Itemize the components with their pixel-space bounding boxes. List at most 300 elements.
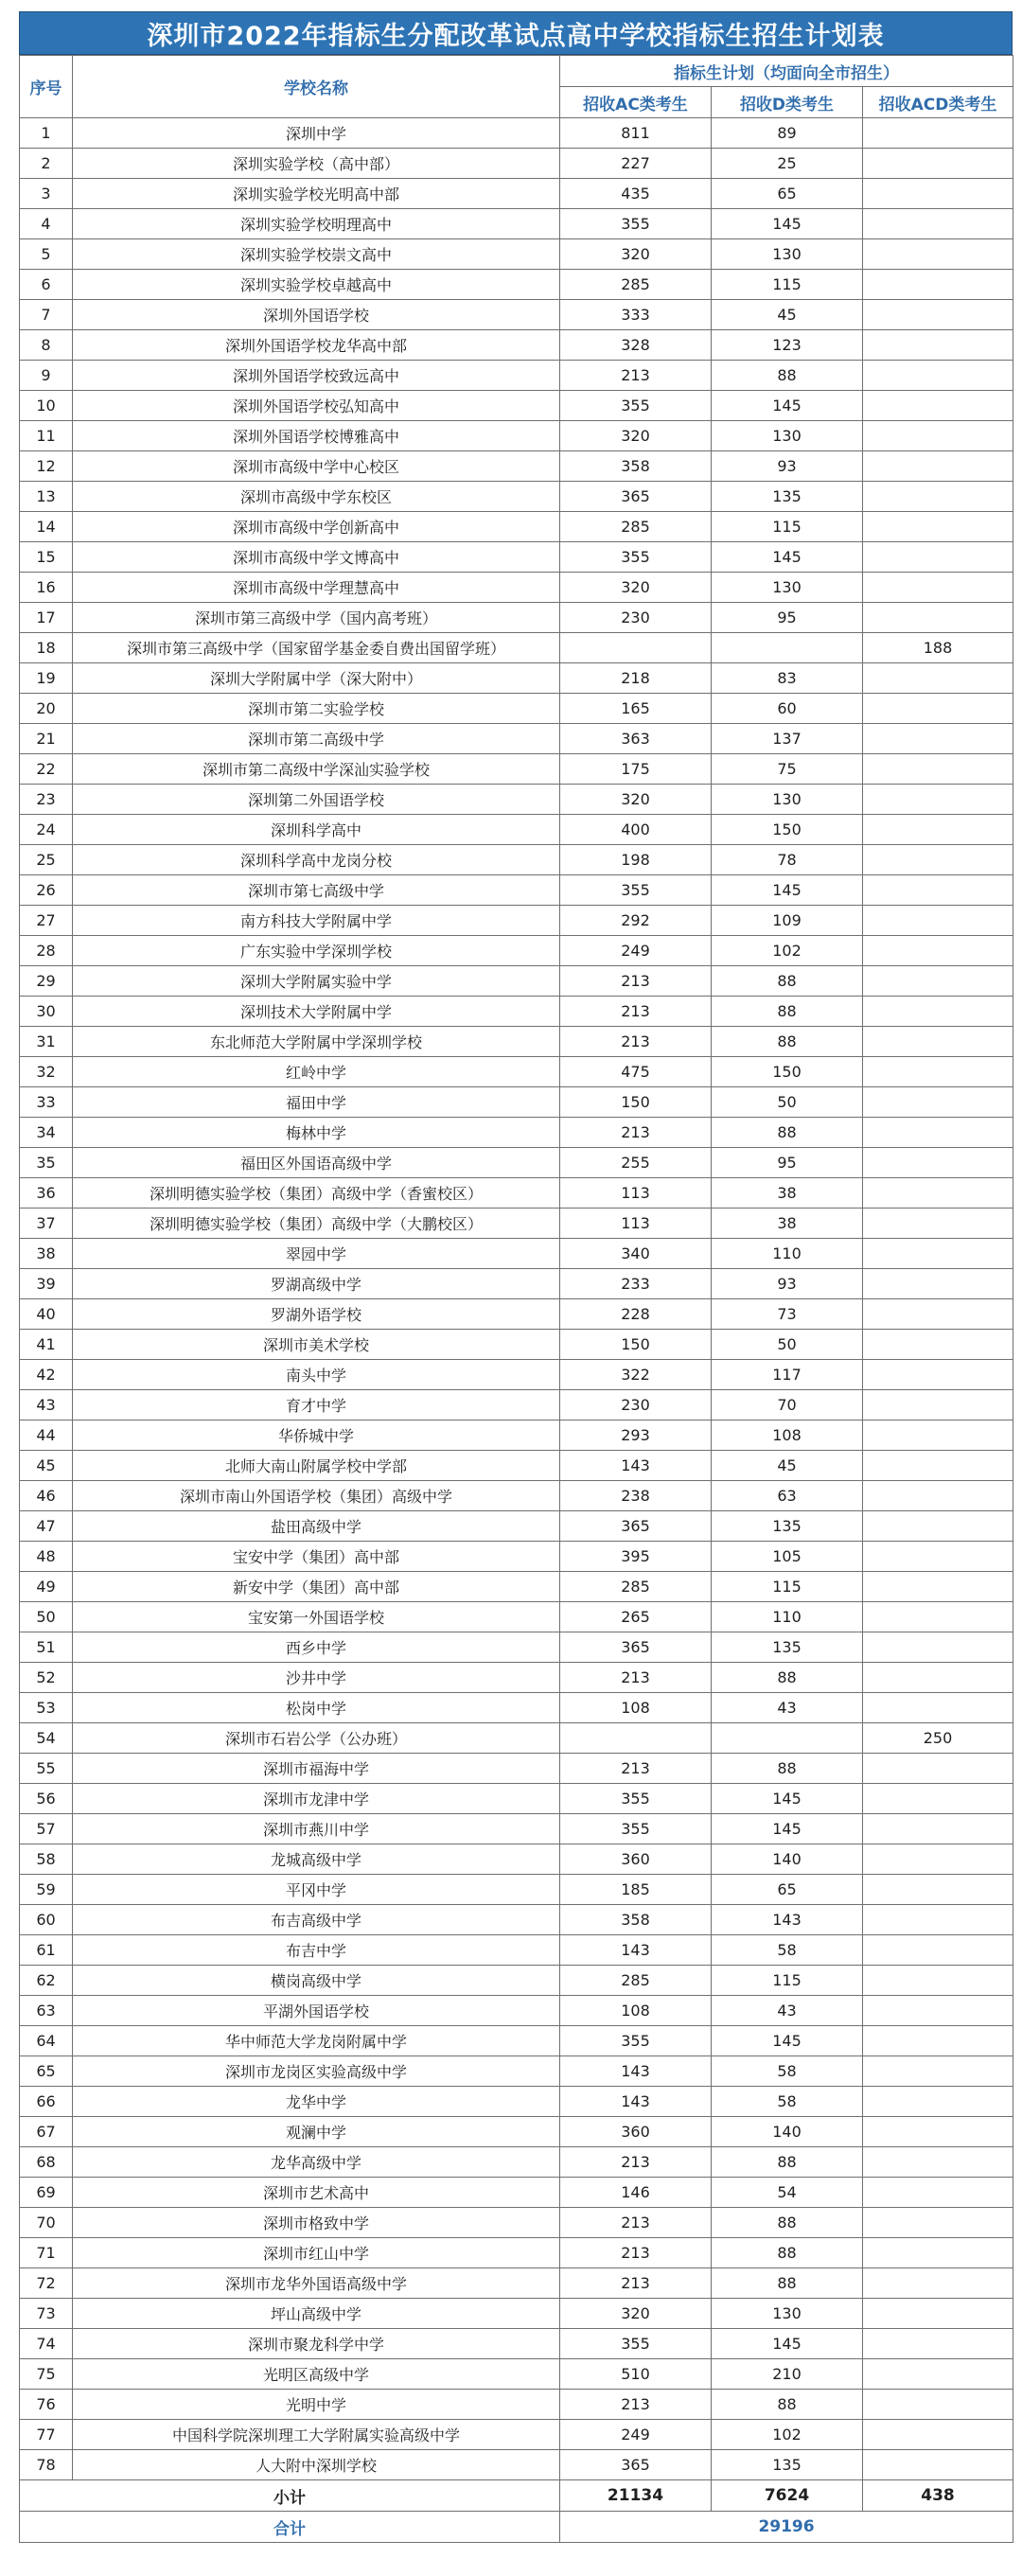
cell-d: 25 bbox=[712, 149, 863, 179]
cell-ac: 328 bbox=[560, 330, 712, 361]
cell-ac: 358 bbox=[560, 451, 712, 482]
cell-d: 54 bbox=[712, 2178, 863, 2208]
cell-index: 52 bbox=[20, 1663, 73, 1693]
cell-index: 5 bbox=[20, 239, 73, 270]
cell-index: 39 bbox=[20, 1269, 73, 1299]
cell-d: 115 bbox=[712, 1572, 863, 1602]
cell-d: 95 bbox=[712, 1148, 863, 1178]
cell-ac: 320 bbox=[560, 573, 712, 603]
cell-acd bbox=[863, 482, 1013, 512]
cell-school-name: 平冈中学 bbox=[73, 1875, 560, 1905]
header-acd: 招收ACD类考生 bbox=[863, 87, 1013, 118]
table-row bbox=[20, 1209, 1013, 1239]
cell-d: 145 bbox=[712, 542, 863, 573]
cell-school-name: 深圳技术大学附属中学 bbox=[73, 997, 560, 1027]
table-row bbox=[20, 2329, 1013, 2359]
cell-d: 88 bbox=[712, 1118, 863, 1148]
cell-d: 137 bbox=[712, 724, 863, 754]
table-row bbox=[20, 2087, 1013, 2117]
cell-acd bbox=[863, 2026, 1013, 2056]
cell-index: 23 bbox=[20, 785, 73, 815]
cell-d: 117 bbox=[712, 1360, 863, 1390]
cell-index: 24 bbox=[20, 815, 73, 845]
cell-index: 74 bbox=[20, 2329, 73, 2359]
table-row bbox=[20, 1754, 1013, 1784]
cell-ac: 213 bbox=[560, 2238, 712, 2268]
cell-acd bbox=[863, 270, 1013, 300]
table-row bbox=[20, 754, 1013, 785]
table-row bbox=[20, 512, 1013, 542]
cell-index: 76 bbox=[20, 2390, 73, 2420]
cell-acd bbox=[863, 1299, 1013, 1330]
table-row bbox=[20, 330, 1013, 361]
cell-index: 30 bbox=[20, 997, 73, 1027]
cell-d: 88 bbox=[712, 361, 863, 391]
cell-ac: 400 bbox=[560, 815, 712, 845]
table-row bbox=[20, 845, 1013, 875]
cell-d: 110 bbox=[712, 1602, 863, 1632]
cell-d: 78 bbox=[712, 845, 863, 875]
cell-d: 102 bbox=[712, 936, 863, 966]
cell-ac: 233 bbox=[560, 1269, 712, 1299]
cell-index: 37 bbox=[20, 1209, 73, 1239]
cell-index: 57 bbox=[20, 1814, 73, 1844]
cell-index: 48 bbox=[20, 1542, 73, 1572]
cell-ac: 320 bbox=[560, 2299, 712, 2329]
table-row bbox=[20, 1784, 1013, 1814]
cell-d: 88 bbox=[712, 2238, 863, 2268]
table-row bbox=[20, 1087, 1013, 1118]
cell-school-name: 深圳外国语学校致远高中 bbox=[73, 361, 560, 391]
cell-index: 8 bbox=[20, 330, 73, 361]
cell-ac: 230 bbox=[560, 603, 712, 633]
cell-school-name: 深圳市第二高级中学 bbox=[73, 724, 560, 754]
cell-d: 65 bbox=[712, 1875, 863, 1905]
cell-school-name: 深圳第二外国语学校 bbox=[73, 785, 560, 815]
cell-acd: 188 bbox=[863, 633, 1013, 663]
table-row bbox=[20, 1693, 1013, 1723]
table-row bbox=[20, 1602, 1013, 1632]
table-row bbox=[20, 179, 1013, 209]
cell-d: 145 bbox=[712, 209, 863, 239]
cell-ac: 365 bbox=[560, 1632, 712, 1663]
cell-acd: 250 bbox=[863, 1723, 1013, 1754]
cell-acd bbox=[863, 1632, 1013, 1663]
cell-school-name: 深圳科学高中 bbox=[73, 815, 560, 845]
cell-d: 88 bbox=[712, 1027, 863, 1057]
cell-acd bbox=[863, 451, 1013, 482]
cell-school-name: 深圳市美术学校 bbox=[73, 1330, 560, 1360]
cell-index: 69 bbox=[20, 2178, 73, 2208]
cell-school-name: 深圳市高级中学中心校区 bbox=[73, 451, 560, 482]
cell-acd bbox=[863, 2420, 1013, 2450]
cell-school-name: 平湖外国语学校 bbox=[73, 1996, 560, 2026]
cell-ac: 365 bbox=[560, 1511, 712, 1542]
cell-acd bbox=[863, 118, 1013, 149]
cell-ac: 355 bbox=[560, 542, 712, 573]
cell-ac: 355 bbox=[560, 875, 712, 906]
cell-index: 42 bbox=[20, 1360, 73, 1390]
cell-index: 73 bbox=[20, 2299, 73, 2329]
cell-d: 43 bbox=[712, 1693, 863, 1723]
cell-d: 58 bbox=[712, 1935, 863, 1966]
cell-index: 35 bbox=[20, 1148, 73, 1178]
cell-school-name: 深圳实验学校明理高中 bbox=[73, 209, 560, 239]
table-row bbox=[20, 815, 1013, 845]
cell-acd bbox=[863, 209, 1013, 239]
cell-school-name: 东北师范大学附属中学深圳学校 bbox=[73, 1027, 560, 1057]
cell-school-name: 广东实验中学深圳学校 bbox=[73, 936, 560, 966]
cell-school-name: 宝安中学（集团）高中部 bbox=[73, 1542, 560, 1572]
cell-ac: 249 bbox=[560, 2420, 712, 2450]
cell-index: 75 bbox=[20, 2359, 73, 2390]
cell-acd bbox=[863, 694, 1013, 724]
cell-d: 108 bbox=[712, 1420, 863, 1451]
table-row bbox=[20, 1360, 1013, 1390]
cell-ac: 285 bbox=[560, 1572, 712, 1602]
cell-ac: 360 bbox=[560, 1844, 712, 1875]
cell-ac: 213 bbox=[560, 2268, 712, 2299]
cell-school-name: 深圳中学 bbox=[73, 118, 560, 149]
cell-ac: 320 bbox=[560, 239, 712, 270]
cell-index: 25 bbox=[20, 845, 73, 875]
table-row bbox=[20, 1632, 1013, 1663]
table-row bbox=[20, 1027, 1013, 1057]
cell-index: 43 bbox=[20, 1390, 73, 1420]
table-row bbox=[20, 2450, 1013, 2480]
cell-d: 145 bbox=[712, 1784, 863, 1814]
cell-ac: 238 bbox=[560, 1481, 712, 1511]
table-row bbox=[20, 1996, 1013, 2026]
cell-ac: 143 bbox=[560, 1451, 712, 1481]
cell-d: 50 bbox=[712, 1087, 863, 1118]
cell-index: 46 bbox=[20, 1481, 73, 1511]
cell-index: 66 bbox=[20, 2087, 73, 2117]
cell-index: 60 bbox=[20, 1905, 73, 1935]
cell-acd bbox=[863, 1602, 1013, 1632]
cell-acd bbox=[863, 239, 1013, 270]
header-d: 招收D类考生 bbox=[712, 87, 863, 118]
table-row bbox=[20, 1390, 1013, 1420]
cell-acd bbox=[863, 1875, 1013, 1905]
cell-ac: 435 bbox=[560, 179, 712, 209]
table-row bbox=[20, 1663, 1013, 1693]
cell-acd bbox=[863, 1148, 1013, 1178]
cell-index: 14 bbox=[20, 512, 73, 542]
table-row bbox=[20, 1178, 1013, 1209]
cell-school-name: 深圳市福海中学 bbox=[73, 1754, 560, 1784]
cell-school-name: 深圳外国语学校弘知高中 bbox=[73, 391, 560, 421]
table-row bbox=[20, 603, 1013, 633]
table-row bbox=[20, 1905, 1013, 1935]
cell-acd bbox=[863, 2329, 1013, 2359]
cell-school-name: 深圳外国语学校龙华高中部 bbox=[73, 330, 560, 361]
cell-d: 130 bbox=[712, 2299, 863, 2329]
cell-index: 64 bbox=[20, 2026, 73, 2056]
cell-d: 93 bbox=[712, 1269, 863, 1299]
cell-index: 6 bbox=[20, 270, 73, 300]
cell-school-name: 深圳外国语学校博雅高中 bbox=[73, 421, 560, 451]
cell-acd bbox=[863, 1844, 1013, 1875]
cell-acd bbox=[863, 1087, 1013, 1118]
cell-acd bbox=[863, 2238, 1013, 2268]
cell-d: 115 bbox=[712, 512, 863, 542]
table-row bbox=[20, 1966, 1013, 1996]
cell-index: 55 bbox=[20, 1754, 73, 1784]
header-index: 序号 bbox=[20, 56, 73, 118]
cell-acd bbox=[863, 1390, 1013, 1420]
cell-ac: 108 bbox=[560, 1693, 712, 1723]
cell-acd bbox=[863, 542, 1013, 573]
cell-d: 105 bbox=[712, 1542, 863, 1572]
cell-school-name: 中国科学院深圳理工大学附属实验高级中学 bbox=[73, 2420, 560, 2450]
cell-school-name: 福田区外国语高级中学 bbox=[73, 1148, 560, 1178]
table-row bbox=[20, 1875, 1013, 1905]
cell-index: 63 bbox=[20, 1996, 73, 2026]
cell-school-name: 红岭中学 bbox=[73, 1057, 560, 1087]
cell-school-name: 宝安第一外国语学校 bbox=[73, 1602, 560, 1632]
cell-school-name: 布吉中学 bbox=[73, 1935, 560, 1966]
table-row bbox=[20, 785, 1013, 815]
cell-ac: 213 bbox=[560, 2208, 712, 2238]
cell-ac: 213 bbox=[560, 2390, 712, 2420]
cell-ac: 213 bbox=[560, 1754, 712, 1784]
cell-ac: 150 bbox=[560, 1087, 712, 1118]
cell-d: 38 bbox=[712, 1209, 863, 1239]
cell-school-name: 深圳市第三高级中学（国内高考班） bbox=[73, 603, 560, 633]
table-row bbox=[20, 1481, 1013, 1511]
table-row bbox=[20, 633, 1013, 663]
table-row bbox=[20, 1239, 1013, 1269]
cell-school-name: 育才中学 bbox=[73, 1390, 560, 1420]
subtotal-ac: 21134 bbox=[560, 2480, 712, 2512]
cell-acd bbox=[863, 1905, 1013, 1935]
cell-d: 115 bbox=[712, 270, 863, 300]
cell-ac: 228 bbox=[560, 1299, 712, 1330]
cell-ac: 510 bbox=[560, 2359, 712, 2390]
table-row bbox=[20, 663, 1013, 694]
cell-ac: 285 bbox=[560, 1966, 712, 1996]
cell-acd bbox=[863, 966, 1013, 997]
table-row bbox=[20, 300, 1013, 330]
cell-ac: 230 bbox=[560, 1390, 712, 1420]
cell-d: 210 bbox=[712, 2359, 863, 2390]
cell-ac: 358 bbox=[560, 1905, 712, 1935]
cell-index: 3 bbox=[20, 179, 73, 209]
table-row bbox=[20, 421, 1013, 451]
cell-acd bbox=[863, 1966, 1013, 1996]
cell-school-name: 深圳市第二高级中学深汕实验学校 bbox=[73, 754, 560, 785]
cell-d: 58 bbox=[712, 2087, 863, 2117]
cell-index: 1 bbox=[20, 118, 73, 149]
cell-ac: 113 bbox=[560, 1178, 712, 1209]
cell-d: 88 bbox=[712, 2208, 863, 2238]
cell-index: 12 bbox=[20, 451, 73, 482]
subtotal-row bbox=[20, 2480, 1013, 2512]
cell-ac: 333 bbox=[560, 300, 712, 330]
cell-d: 65 bbox=[712, 179, 863, 209]
cell-index: 4 bbox=[20, 209, 73, 239]
cell-acd bbox=[863, 1542, 1013, 1572]
cell-acd bbox=[863, 724, 1013, 754]
cell-school-name: 深圳市龙津中学 bbox=[73, 1784, 560, 1814]
cell-school-name: 光明中学 bbox=[73, 2390, 560, 2420]
table-row bbox=[20, 2147, 1013, 2178]
cell-index: 27 bbox=[20, 906, 73, 936]
cell-ac: 355 bbox=[560, 1814, 712, 1844]
table-row bbox=[20, 1511, 1013, 1542]
cell-ac: 265 bbox=[560, 1602, 712, 1632]
cell-d: 60 bbox=[712, 694, 863, 724]
cell-school-name: 华中师范大学龙岗附属中学 bbox=[73, 2026, 560, 2056]
cell-ac: 146 bbox=[560, 2178, 712, 2208]
cell-acd bbox=[863, 2299, 1013, 2329]
cell-d: 145 bbox=[712, 2026, 863, 2056]
cell-ac: 143 bbox=[560, 2087, 712, 2117]
table-row bbox=[20, 361, 1013, 391]
cell-school-name: 深圳大学附属中学（深大附中） bbox=[73, 663, 560, 694]
cell-acd bbox=[863, 512, 1013, 542]
cell-index: 65 bbox=[20, 2056, 73, 2087]
plan-sheet bbox=[19, 11, 1013, 2543]
cell-ac: 285 bbox=[560, 512, 712, 542]
cell-ac: 355 bbox=[560, 391, 712, 421]
cell-ac: 143 bbox=[560, 2056, 712, 2087]
cell-d: 145 bbox=[712, 391, 863, 421]
table-row bbox=[20, 2238, 1013, 2268]
cell-school-name: 横岗高级中学 bbox=[73, 1966, 560, 1996]
cell-school-name: 翠园中学 bbox=[73, 1239, 560, 1269]
cell-school-name: 龙华中学 bbox=[73, 2087, 560, 2117]
plan-table bbox=[19, 55, 1013, 2543]
table-row bbox=[20, 997, 1013, 1027]
cell-index: 78 bbox=[20, 2450, 73, 2480]
cell-index: 67 bbox=[20, 2117, 73, 2147]
cell-index: 31 bbox=[20, 1027, 73, 1057]
cell-index: 50 bbox=[20, 1602, 73, 1632]
cell-index: 7 bbox=[20, 300, 73, 330]
cell-acd bbox=[863, 1481, 1013, 1511]
cell-index: 51 bbox=[20, 1632, 73, 1663]
cell-acd bbox=[863, 2450, 1013, 2480]
cell-ac: 363 bbox=[560, 724, 712, 754]
cell-d: 110 bbox=[712, 1239, 863, 1269]
table-row bbox=[20, 118, 1013, 149]
cell-acd bbox=[863, 663, 1013, 694]
cell-school-name: 深圳实验学校光明高中部 bbox=[73, 179, 560, 209]
cell-index: 56 bbox=[20, 1784, 73, 1814]
cell-index: 58 bbox=[20, 1844, 73, 1875]
subtotal-d: 7624 bbox=[712, 2480, 863, 2512]
cell-acd bbox=[863, 1572, 1013, 1602]
cell-index: 19 bbox=[20, 663, 73, 694]
cell-ac: 213 bbox=[560, 1027, 712, 1057]
cell-school-name: 深圳市高级中学创新高中 bbox=[73, 512, 560, 542]
table-row bbox=[20, 694, 1013, 724]
cell-d: 140 bbox=[712, 1844, 863, 1875]
cell-school-name: 深圳市燕川中学 bbox=[73, 1814, 560, 1844]
cell-d: 88 bbox=[712, 966, 863, 997]
cell-d: 150 bbox=[712, 1057, 863, 1087]
cell-school-name: 布吉高级中学 bbox=[73, 1905, 560, 1935]
table-row bbox=[20, 149, 1013, 179]
table-row bbox=[20, 239, 1013, 270]
table-row bbox=[20, 906, 1013, 936]
cell-index: 13 bbox=[20, 482, 73, 512]
cell-index: 16 bbox=[20, 573, 73, 603]
header-school: 学校名称 bbox=[73, 56, 560, 118]
table-row bbox=[20, 2208, 1013, 2238]
cell-ac: 213 bbox=[560, 361, 712, 391]
subtotal-acd: 438 bbox=[863, 2480, 1013, 2512]
cell-d: 130 bbox=[712, 421, 863, 451]
cell-ac: 360 bbox=[560, 2117, 712, 2147]
cell-index: 47 bbox=[20, 1511, 73, 1542]
cell-ac: 213 bbox=[560, 1118, 712, 1148]
cell-index: 77 bbox=[20, 2420, 73, 2450]
cell-school-name: 南头中学 bbox=[73, 1360, 560, 1390]
cell-ac: 249 bbox=[560, 936, 712, 966]
table-row bbox=[20, 875, 1013, 906]
cell-index: 29 bbox=[20, 966, 73, 997]
cell-index: 62 bbox=[20, 1966, 73, 1996]
table-row bbox=[20, 2056, 1013, 2087]
cell-school-name: 西乡中学 bbox=[73, 1632, 560, 1663]
table-row bbox=[20, 966, 1013, 997]
cell-index: 11 bbox=[20, 421, 73, 451]
cell-ac: 227 bbox=[560, 149, 712, 179]
table-row bbox=[20, 391, 1013, 421]
cell-d: 115 bbox=[712, 1966, 863, 1996]
cell-acd bbox=[863, 1511, 1013, 1542]
cell-d: 58 bbox=[712, 2056, 863, 2087]
cell-school-name: 深圳市高级中学理慧高中 bbox=[73, 573, 560, 603]
cell-school-name: 深圳外国语学校 bbox=[73, 300, 560, 330]
cell-acd bbox=[863, 1360, 1013, 1390]
cell-acd bbox=[863, 1451, 1013, 1481]
cell-ac: 213 bbox=[560, 966, 712, 997]
cell-d: 135 bbox=[712, 1511, 863, 1542]
table-row bbox=[20, 936, 1013, 966]
cell-acd bbox=[863, 1027, 1013, 1057]
subtotal-label: 小计 bbox=[20, 2480, 560, 2512]
cell-acd bbox=[863, 1663, 1013, 1693]
cell-school-name: 龙城高级中学 bbox=[73, 1844, 560, 1875]
cell-acd bbox=[863, 2208, 1013, 2238]
table-row bbox=[20, 1420, 1013, 1451]
cell-school-name: 深圳市高级中学东校区 bbox=[73, 482, 560, 512]
cell-school-name: 深圳市聚龙科学中学 bbox=[73, 2329, 560, 2359]
cell-ac bbox=[560, 633, 712, 663]
cell-index: 10 bbox=[20, 391, 73, 421]
cell-ac: 213 bbox=[560, 1663, 712, 1693]
cell-d: 135 bbox=[712, 482, 863, 512]
cell-index: 17 bbox=[20, 603, 73, 633]
cell-index: 70 bbox=[20, 2208, 73, 2238]
cell-acd bbox=[863, 603, 1013, 633]
cell-index: 22 bbox=[20, 754, 73, 785]
cell-ac: 255 bbox=[560, 1148, 712, 1178]
table-row bbox=[20, 1057, 1013, 1087]
cell-ac: 320 bbox=[560, 421, 712, 451]
cell-acd bbox=[863, 179, 1013, 209]
cell-acd bbox=[863, 1239, 1013, 1269]
cell-d: 88 bbox=[712, 1663, 863, 1693]
cell-d: 150 bbox=[712, 815, 863, 845]
cell-d: 38 bbox=[712, 1178, 863, 1209]
cell-ac: 285 bbox=[560, 270, 712, 300]
cell-acd bbox=[863, 1784, 1013, 1814]
